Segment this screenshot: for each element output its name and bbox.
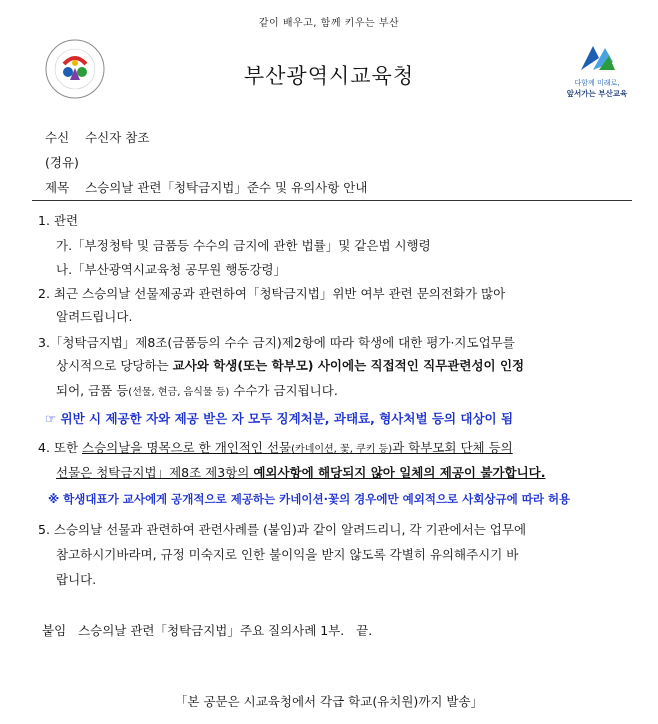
section-1-title: 1. 관련 bbox=[38, 213, 79, 228]
subject-label: 제목 bbox=[45, 180, 70, 195]
subject-divider bbox=[32, 200, 632, 201]
section-4-line-1 bbox=[38, 438, 513, 456]
recipient-line bbox=[45, 128, 149, 146]
section-2-line-1: 2. 최근 스승의날 선물제공과 관련하여「청탁금지법」위반 여부 관련 문의전화가 많아 bbox=[38, 286, 506, 301]
section-5-line-1: 5. 스승의날 선물과 관련하여 관련사례를 (붙임)과 같이 알려드리니, 각 기관에서는 업무에 bbox=[38, 522, 527, 537]
section-4-line-1-small: (카네이션, 꽃, 쿠키 등) bbox=[291, 444, 393, 455]
section-3-line-3 bbox=[56, 381, 338, 399]
section-1-item-a: 가.「부정청탁 및 금품등 수수의 금지에 관한 법률」및 같은법 시행령 bbox=[56, 238, 431, 253]
organization-title: 부산광역시교육청 bbox=[243, 64, 415, 88]
section-4-line-2-text: 선물은 청탁금지법」제8조 제3항의 bbox=[56, 465, 254, 480]
section-3-line-3-small: (선물, 현금, 음식물 등) bbox=[128, 387, 230, 398]
section-4-line-2-emphasis: 예외사항에 해당되지 않아 일체의 제공이 불가합니다. bbox=[253, 465, 546, 480]
motto: 같이 배우고, 함께 키우는 부산 bbox=[258, 18, 400, 29]
via-line: (경유) bbox=[45, 155, 79, 170]
recipient-value: 수신자 참조 bbox=[85, 130, 150, 145]
exception-note: ※ 학생대표가 교사에게 공개적으로 제공하는 카네이션·꽃의 경우에만 예외적으로 사회상규에 따라 허용 bbox=[48, 492, 571, 506]
attachment-line: 붙임 스승의날 관련「청탁금지법」주요 질의사례 1부. 끝. bbox=[42, 623, 373, 638]
section-5-line-3: 랍니다. bbox=[56, 572, 97, 587]
section-4-line-2 bbox=[56, 463, 545, 481]
section-2-line-2: 알려드립니다. bbox=[56, 309, 133, 324]
penalty-note: ☞ 위반 시 제공한 자와 제공 받은 자 모두 징계처분, 과태료, 형사처벌 등의 대상이 됨 bbox=[45, 411, 514, 426]
slogan-line-1: 다함께 미래로, bbox=[574, 79, 620, 87]
subject-value: 스승의날 관련「청탁금지법」준수 및 유의사항 안내 bbox=[85, 180, 368, 195]
busan-education-slogan-logo bbox=[562, 40, 632, 100]
section-3-line-3-end: 수수가 금지됩니다. bbox=[229, 383, 338, 398]
slogan-line-2: 앞서가는 부산교육 bbox=[566, 89, 628, 98]
section-3-line-3-text: 되어, 금품 등 bbox=[56, 383, 129, 398]
section-4-line-1-underline: 스승의날을 명목으로 한 개인적인 선물 bbox=[82, 440, 292, 455]
section-4-line-1-text: 4. 또한 bbox=[38, 440, 83, 455]
section-1-item-b: 나.「부산광역시교육청 공무원 행동강령」 bbox=[56, 262, 287, 277]
recipient-label: 수신 bbox=[45, 130, 70, 145]
section-3-line-1: 3.「청탁금지법」제8조(금품등의 수수 금지)제2항에 따라 학생에 대한 평가·지도업무를 bbox=[38, 335, 515, 350]
section-4-line-1-end: 과 학부모회 단체 등의 bbox=[392, 440, 513, 455]
section-3-line-2-emphasis: 교사와 학생(또는 학부모) 사이에는 직접적인 직무관련성이 인정 bbox=[172, 358, 525, 373]
section-3-line-2-text: 상시적으로 당당하는 bbox=[56, 358, 173, 373]
subject-line bbox=[45, 178, 367, 196]
section-3-line-2 bbox=[56, 356, 524, 374]
distribution-footer: 「본 공문은 시교육청에서 각급 학교(유치원)까지 발송」 bbox=[174, 694, 484, 709]
section-5-line-2: 참고하시기바라며, 규정 미숙지로 인한 불이익을 받지 않도록 각별히 유의해주시기 바 bbox=[56, 547, 519, 562]
